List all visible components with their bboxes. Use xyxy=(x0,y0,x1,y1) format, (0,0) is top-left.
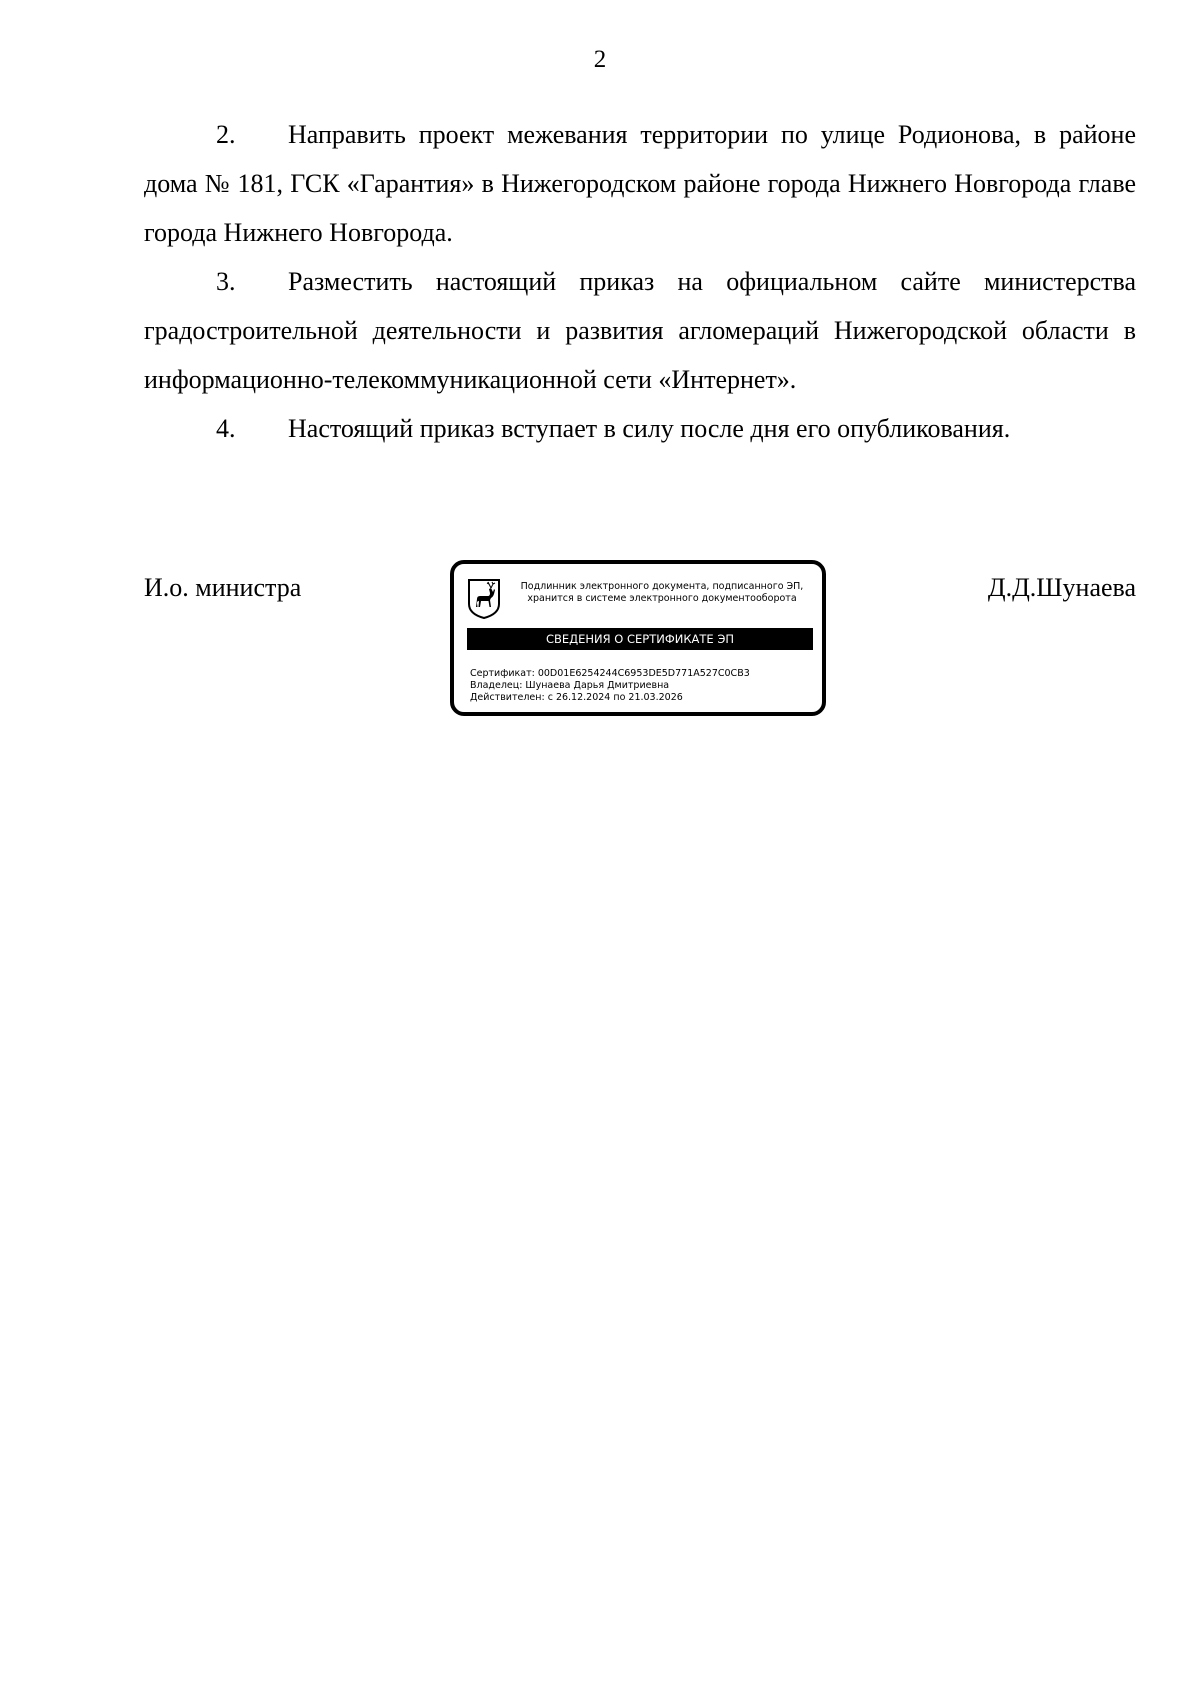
certificate-validity: Действителен: с 26.12.2024 по 21.03.2026 xyxy=(470,692,683,703)
certificate-info-title: СВЕДЕНИЯ О СЕРТИФИКАТЕ ЭП xyxy=(467,628,813,650)
paragraph-item xyxy=(144,404,1136,453)
signature-block xyxy=(144,560,1136,730)
paragraph-text: Разместить настоящий приказ на официальном сайте министерства градостроительной деятельности и развития агломераций Нижегородской области в информационно-телекоммуникационной сети «Интернет». xyxy=(144,267,1136,394)
signatory-name: Д.Д.Шунаева xyxy=(987,573,1136,602)
nizhny-novgorod-deer-emblem-icon xyxy=(467,578,501,620)
certificate-number: Сертификат: 00D01E6254244C6953DE5D771A527C0CB3 xyxy=(470,668,750,679)
paragraph-item xyxy=(144,110,1136,257)
paragraph-text: Настоящий приказ вступает в силу после дня его опубликования. xyxy=(288,414,1011,443)
paragraph-item xyxy=(144,257,1136,404)
electronic-signature-stamp xyxy=(450,560,826,716)
stamp-header-line: хранится в системе электронного документооборота xyxy=(527,593,797,604)
certificate-owner: Владелец: Шунаева Дарья Дмитриевна xyxy=(470,680,670,691)
signatory-role: И.о. министра xyxy=(144,573,302,602)
stamp-header-line: Подлинник электронного документа, подписанного ЭП, xyxy=(520,581,804,592)
paragraph-number: 2. xyxy=(216,120,236,149)
paragraph-text: Направить проект межевания территории по улице Родионова, в районе дома № 181, ГСК «Гарантия» в Нижегородском районе города Нижнего Новгорода главе города Нижнего Новгорода. xyxy=(144,120,1136,247)
paragraph-number: 3. xyxy=(216,267,236,296)
paragraph-number: 4. xyxy=(216,414,236,443)
stamp-header xyxy=(504,581,820,605)
certificate-details xyxy=(470,668,816,704)
document-body xyxy=(144,110,1136,453)
page-number: 2 xyxy=(593,46,607,73)
